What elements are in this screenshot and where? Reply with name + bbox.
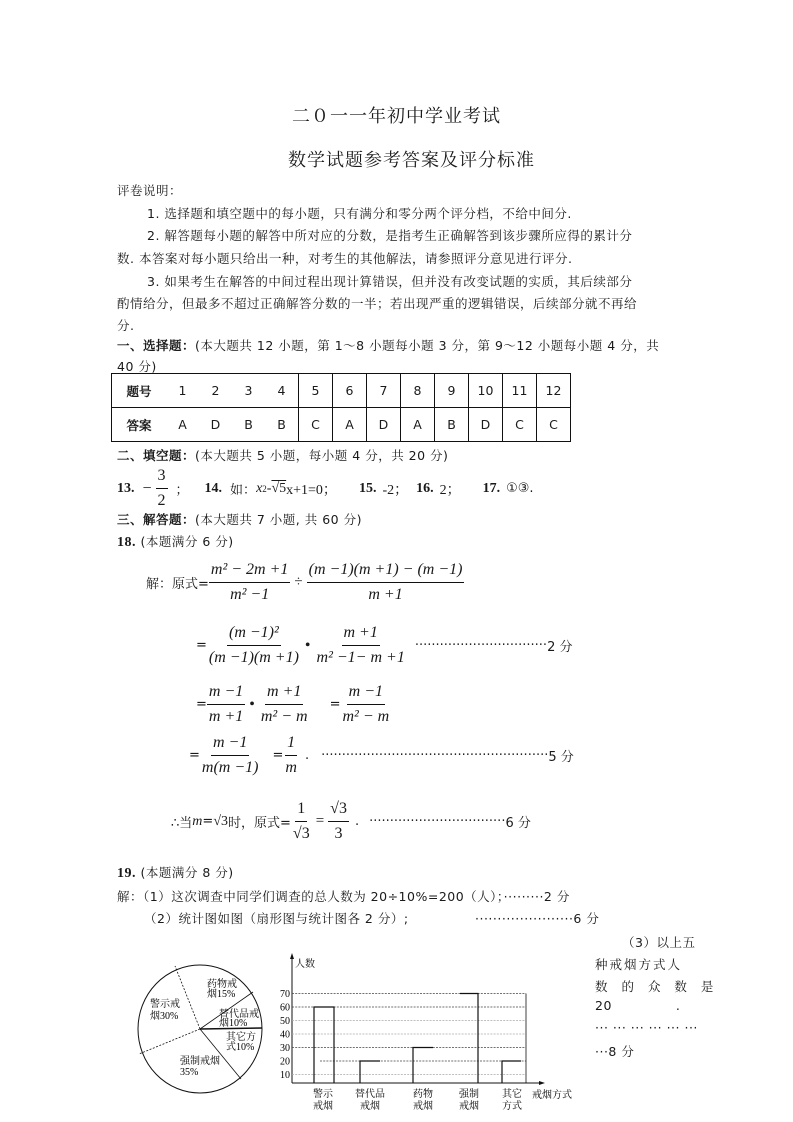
table-cell: 1 [166,374,199,408]
numerator: (m −1)(m +1) − (m −1) [307,560,465,583]
step-3-fraction-3 [340,682,391,727]
table-cell: C [299,408,333,442]
table-row-label: 题号 [112,374,167,408]
score: 6 分 [505,816,531,831]
q18-step-1 [146,560,464,605]
equals: = [189,748,200,763]
q18-header [117,532,234,551]
step-2-fraction-2 [315,623,407,668]
step-3-fraction-1 [207,682,245,727]
bar-substitute [360,1061,380,1083]
y-tick-30: 30 [280,1043,290,1054]
table-cell: C [537,408,571,442]
q17-label: 17. [482,480,501,496]
section-2-heading: 二、填空题： [117,448,196,463]
q14-prefix: 如： [230,483,257,498]
equals: = [329,697,341,712]
denominator: m +1 [208,708,244,725]
section-3-heading: 三、解答题： [117,512,196,527]
table-cell: D [367,408,401,442]
y-tick-10: 10 [280,1070,290,1081]
section-1-desc: (本大题共 12 小题，第 1～8 小题每小题 3 分，第 9～12 小题每小题 4 分，共 [195,338,660,353]
y-tick-70: 70 [280,989,290,1000]
q19-part3-line-4 [595,998,680,1013]
denominator: √3 [292,825,310,842]
document-title: 二０一一年初中学业考试 [292,106,501,127]
dot-operator: • [249,695,255,713]
table-row-numbers [112,374,571,408]
y-tick-50: 50 [280,1016,290,1027]
table-cell: A [178,417,187,432]
denominator: m² −1− m +1 [316,649,405,666]
table-cell: 7 [367,374,401,408]
q19-part3-line-5: ··· ··· ··· ··· ··· ··· [595,1020,698,1035]
table-cell: 10 [469,374,503,408]
y-tick-20: 20 [280,1056,290,1068]
table-cell: 11 [503,374,537,408]
pie-label-forced-pct: 35% [180,1067,199,1078]
q19-line-2: （2）统计图如图（扇形图与统计图各 2 分）; [144,911,409,926]
q19-line-2-score: ······················6 分 [475,911,600,926]
x-cat-warning-2: 戒烟 [313,1101,333,1112]
pie-label-warning-pct: 烟30% [150,1011,179,1022]
numerator: 1 [285,733,297,756]
leader-dots: ································· [369,814,506,829]
x-cat-other-1: 其它 [502,1089,522,1100]
bar-warning [314,1007,334,1083]
sqrt-3: √3 [213,813,228,829]
numerator: √3 [328,799,349,822]
step-5-fraction-1 [291,799,312,844]
pie-chart [135,962,265,1097]
period: . [675,998,681,1013]
q13-label: 13. [117,480,135,496]
q14-x: x [256,480,263,496]
period: . [354,814,360,829]
q18-step-2 [196,623,572,668]
mode-value: 20 [595,998,612,1013]
instruction-item-1: 1. 选择题和填空题中的每小题，只有满分和零分两个评分档，不给中间分. [147,206,572,221]
mid-text: 时，原式= [228,816,291,831]
numerator: (m −1)² [227,623,281,646]
numerator: m +1 [342,623,380,646]
table-cell: A [333,408,367,442]
numerator: 1 [295,799,307,822]
step-4-fraction-2 [283,733,299,778]
numerator: m +1 [265,682,303,705]
x-cat-drug-1: 药物 [413,1089,433,1100]
q18-desc: (本题满分 6 分) [140,534,234,549]
instruction-item-3-line-2: 酌情给分，但最多不超过正确解答分数的一半；若出现严重的逻辑错误，后续部分就不再给 [117,296,638,311]
dot-operator: • [304,636,311,654]
table-cell: B [277,417,286,432]
q15-label: 15. [358,480,377,496]
q13-separator: ； [175,483,189,498]
score: 2 分 [547,640,573,655]
x-cat-other-2: 方式 [502,1101,522,1112]
section-2-desc: (本大题共 5 小题，每小题 4 分，共 20 分) [195,448,449,463]
denominator: m [285,759,297,776]
table-cell: 12 [537,374,571,408]
section-1-header [117,336,659,354]
q19-part3-line-6: ···8 分 [595,1044,635,1059]
bar-chart [270,945,590,1115]
numerator: m −1 [207,682,245,705]
q19-part3-line-3: 数 的 众 数 是 [595,979,719,994]
q19-label: 19. [117,866,136,881]
y-tick-60: 60 [280,1002,290,1014]
numerator: m −1 [347,682,385,705]
denominator: 3 [334,825,343,842]
step-5-fraction-2 [328,799,349,844]
equals: = [196,638,207,653]
instruction-item-3-line-1: 3. 如果考生在解答的中间过程出现计算错误，但并没有改变试题的实质，其后续部分 [147,274,633,289]
table-cell: 6 [333,374,367,408]
step-1-fraction-2 [307,560,465,605]
q14-sqrt: √5 [271,480,287,496]
numerator: m² − 2m +1 [209,560,291,583]
denominator: m² −1 [230,586,270,603]
denominator: m² − m [342,708,390,725]
q13-fraction [156,466,168,511]
divide-operator: ÷ [294,574,303,590]
table-cell: A [401,408,435,442]
variable-m: m [192,813,203,829]
table-cell: 2 [199,374,232,408]
fill-in-answers [117,466,534,511]
instruction-item-2-line-1: 2. 解答题每小题的解答中所对应的分数，是指考生正确解答到该步骤所应得的累计分 [147,228,633,243]
pie-label-substitute-pct: 烟10% [219,1018,248,1029]
equals: = [196,697,207,712]
denominator: m(m −1) [201,759,259,776]
equals: = [202,814,214,829]
q18-step-4 [189,733,574,778]
equals: = [315,813,325,829]
section-1-heading: 一、选择题： [117,338,196,353]
section-2-header [117,446,448,464]
step-1-fraction-1 [209,560,291,605]
section-1-desc-line-2: 40 分) [117,359,157,374]
q16-label: 16. [416,480,434,496]
pie-label-warning: 警示戒 [150,999,180,1010]
q18-step-3 [196,682,391,727]
q13-sign: − [142,479,152,497]
step-4-fraction-1 [200,733,261,778]
denominator: m² − m [260,708,308,725]
q19-line-1: 解：（1）这次调查中同学们调查的总人数为 20÷10%=200（人）；·········2 分 [117,889,570,904]
leader-dots: ······················································· [321,748,549,763]
x-cat-forced-1: 强制 [459,1089,479,1100]
q14-minus: - [266,480,272,496]
step-2-fraction-1 [207,623,301,668]
bar-drug [413,1048,433,1084]
pie-label-forced: 强制戒烟 [180,1056,220,1067]
table-cell: 5 [299,374,333,408]
x-cat-drug-2: 戒烟 [413,1101,433,1112]
q19-part3-line-2: 种戒烟方式人 [595,957,683,972]
leader-dots: ································ [414,638,548,653]
denominator: m +1 [368,586,403,603]
answer-table [111,373,571,442]
table-cell: C [503,408,537,442]
q19-header [117,863,234,882]
table-cell: D [210,417,221,432]
q14-rest: x+1=0； [286,482,337,498]
table-row-label: 答案 [126,417,152,433]
x-cat-substitute-2: 戒烟 [360,1101,380,1112]
step-1-prefix: 解：原式= [146,577,209,592]
x-cat-forced-2: 戒烟 [459,1101,479,1112]
numerator: m −1 [211,733,249,756]
q13-denominator: 2 [157,492,166,509]
table-cell: 3 [232,374,265,408]
step-3-fraction-2 [259,682,310,727]
y-tick-40: 40 [280,1029,290,1041]
table-cell: D [469,408,503,442]
table-cell: 8 [401,374,435,408]
document-subtitle: 数学试题参考答案及评分标准 [288,150,535,171]
pie-label-substitute: 替代品戒 [219,1009,259,1020]
pie-label-drug-pct: 烟15% [207,989,236,1000]
q16-answer: 2； [439,482,461,498]
instruction-item-2-line-2: 数. 本答案对每小题只给出一种，对考生的其他解法，请参照评分意见进行评分. [117,251,573,266]
table-cell: 4 [265,374,299,408]
table-cell: 9 [435,374,469,408]
q19-desc: (本题满分 8 分) [140,865,234,880]
q18-label: 18. [117,535,136,550]
pie-label-other-pct: 式10% [226,1042,255,1053]
therefore-prefix: ∴当 [171,816,193,831]
section-3-header [117,510,362,528]
x-cat-warning-1: 警示 [313,1089,333,1100]
q15-answer: -2； [382,482,409,498]
table-cell: B [244,417,253,432]
pie-label-other: 其它方 [226,1032,256,1043]
y-axis-label: 人数 [295,959,315,970]
x-axis-label: 戒烟方式 [532,1090,572,1101]
q13-numerator: 3 [156,466,168,489]
q19-part3-line-1: （3）以上五 [622,935,696,950]
q14-exponent: 2 [262,483,267,494]
pie-label-drug: 药物戒 [207,979,237,990]
equals: = [272,748,284,763]
q18-step-5 [171,799,531,844]
instructions-heading: 评卷说明： [117,183,183,198]
section-3-desc: (本大题共 7 小题, 共 60 分) [195,512,362,527]
table-row-answers [112,408,571,442]
q14-label: 14. [204,480,223,496]
bar-other [502,1061,521,1083]
q17-answer: ①③. [506,481,534,496]
instruction-item-3-line-3: 分. [117,318,135,333]
table-cell: B [435,408,469,442]
score: 5 分 [548,750,574,765]
x-cat-substitute-1: 替代品 [355,1089,385,1100]
period: . [304,748,310,763]
denominator: (m −1)(m +1) [208,649,299,666]
